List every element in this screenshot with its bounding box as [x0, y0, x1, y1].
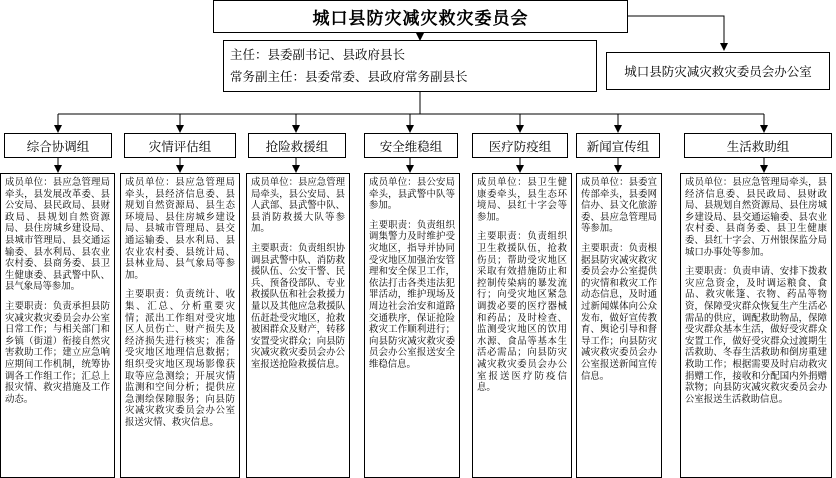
- deputy-label: 常务副主任：: [230, 69, 306, 84]
- group-duties: 主要职责：负责组织调集警力及时维护受灾地区，指导并协同受灾地区加强治安管理和安全保卫工作，依法打击各类违法犯罪活动，维护现场及周边社会治安和道路交通秩序，保证抢险救灾工作顺利进行；向县防灾减灾救灾委员会办公室报送安全维稳信息。: [369, 219, 455, 370]
- group-members: 成员单位：县公安局牵头，县武警中队等参加。: [369, 177, 455, 212]
- group-duties: 主要职责：负责组织卫生救援队伍，抢救伤员；帮助受灾地区采取有效措施防止和控制传染病的暴发流行；向受灾地区紧急调拨必要的医疗器械和药品；及时检查、监测受灾地区的饮用水源、食品等基本生活必需品；向县防灾减灾救灾委员会办公室报送医疗防疫信息。: [477, 231, 567, 394]
- group-name-livelihood: 生活救助组: [684, 133, 832, 158]
- group-detail-security: [364, 173, 460, 478]
- group-duties: 主要职责：负责承担县防灾减灾救灾委员会办公室日常工作；与相关部门和乡镇（街道）衔接自然灾害救助工作；建立应急响应期间工作机制，统筹协调各工作组工作；汇总上报灾情、救灾措施及工作动态。: [5, 300, 110, 405]
- director-row: [230, 44, 590, 66]
- group-members: 成员单位：县应急管理局牵头，县经济信息委、县规划自然资源局、县生态环境局、县住房城乡建设局、县城市管理局、县交通运输委、县水利局、县农业农村委、县统计局、县林业局、县气象局等参加。: [125, 177, 235, 281]
- group-members: 成员单位：县应急管理局牵头，县发展改革委、县公安局、县民政局、县财政局、县规划自然资源局、县住房城乡建设局、县城市管理局、县交通运输委、县水利局、县农业农村委、县商务委、县卫生健康委、县武警中队、县气象局等参加。: [5, 177, 110, 293]
- committee-title: 城口县防灾减灾救灾委员会: [213, 0, 628, 33]
- group-detail-rescue: [246, 173, 350, 478]
- leadership-box: [223, 40, 597, 92]
- director-value: 县委副书记、县政府县长: [267, 47, 406, 62]
- group-name-coordination: 综合协调组: [4, 133, 112, 158]
- group-members: 成员单位：县卫生健康委牵头，县生态环境局、县红十字会等参加。: [477, 177, 567, 223]
- group-members: 成员单位：县委宣传部牵头，县委网信办、县文化旅游委、县应急管理局等参加。: [581, 177, 657, 235]
- deputy-value: 县委常委、县政府常务副县长: [305, 69, 468, 84]
- group-name-medical: 医疗防疫组: [472, 133, 568, 158]
- group-name-security: 安全维稳组: [364, 133, 458, 158]
- group-name-rescue: 抢险救援组: [248, 133, 346, 158]
- deputy-row: [230, 66, 590, 88]
- group-duties: 主要职责：负责根据县防灾减灾救灾委员会办公室提供的灾情和救灾工作动态信息，及时通过新闻媒体向公众发布，做好宣传教育、舆论引导和督导工作；向县防灾减灾救灾委员会办公室报送新闻宣传信息。: [581, 242, 657, 382]
- group-detail-coordination: [0, 173, 115, 478]
- group-detail-medical: [472, 173, 572, 478]
- arrow-title-to-office: [628, 16, 724, 50]
- group-detail-livelihood: [680, 173, 832, 478]
- group-name-assessment: 灾情评估组: [124, 133, 236, 158]
- group-members: 成员单位：县应急管理局牵头，县经济信息委、县民政局、县财政局、县规划自然资源局、县住房城乡建设局、县交通运输委、县农业农村委、县商务委、县卫生健康委、县红十字会、万州银保监分局城口办事处等参加。: [685, 177, 827, 258]
- group-duties: 主要职责：负责申请、安排下拨救灾应急资金，及时调运粮食、食品、救灾帐篷、衣物、药品等物资，保障受灾群众恢复生产生活必需品的供应，调配救助物品，保障受灾群众基本生活，做好受灾群众安置工作，做好受灾群众过渡期生活救助、冬春生活救助和倒房重建救助工作；根据需要及时启动救灾捐赠工作，接收和分配国内外捐赠款物；向县防灾减灾救灾委员会办公室报送生活救助信息。: [685, 266, 827, 405]
- group-members: 成员单位：县应急管理局牵头，县公安局、县人武部、县武警中队、县消防救援大队等参加。: [251, 177, 345, 235]
- group-detail-publicity: [576, 173, 662, 478]
- director-label: 主任：: [230, 47, 268, 62]
- group-duties: 主要职责：负责统计、收集、汇总、分析重要灾情；派出工作组对受灾地区人员伤亡、财产损失及经济损失进行核实；准备受灾地区地理信息数据；组织受灾地区现场影像获取等应急测绘；开展灾情监测和空间分析；提供应急测绘保障服务；向县防灾减灾救灾委员会办公室报送灾情、救灾信息。: [125, 289, 235, 428]
- group-detail-assessment: [120, 173, 240, 478]
- group-name-publicity: 新闻宣传组: [576, 133, 660, 158]
- committee-office: 城口县防灾减灾救灾委员会办公室: [606, 52, 830, 90]
- group-duties: 主要职责：负责组织协调县武警中队、消防救援队伍、公安干警、民兵、预备役部队、专业救援队伍和社会救援力量以及其他应急救援队伍赶赴受灾地区，抢救被困群众及财产，转移安置受灾群众；向县防灾减灾救灾委员会办公室报送抢险救援信息。: [251, 242, 345, 370]
